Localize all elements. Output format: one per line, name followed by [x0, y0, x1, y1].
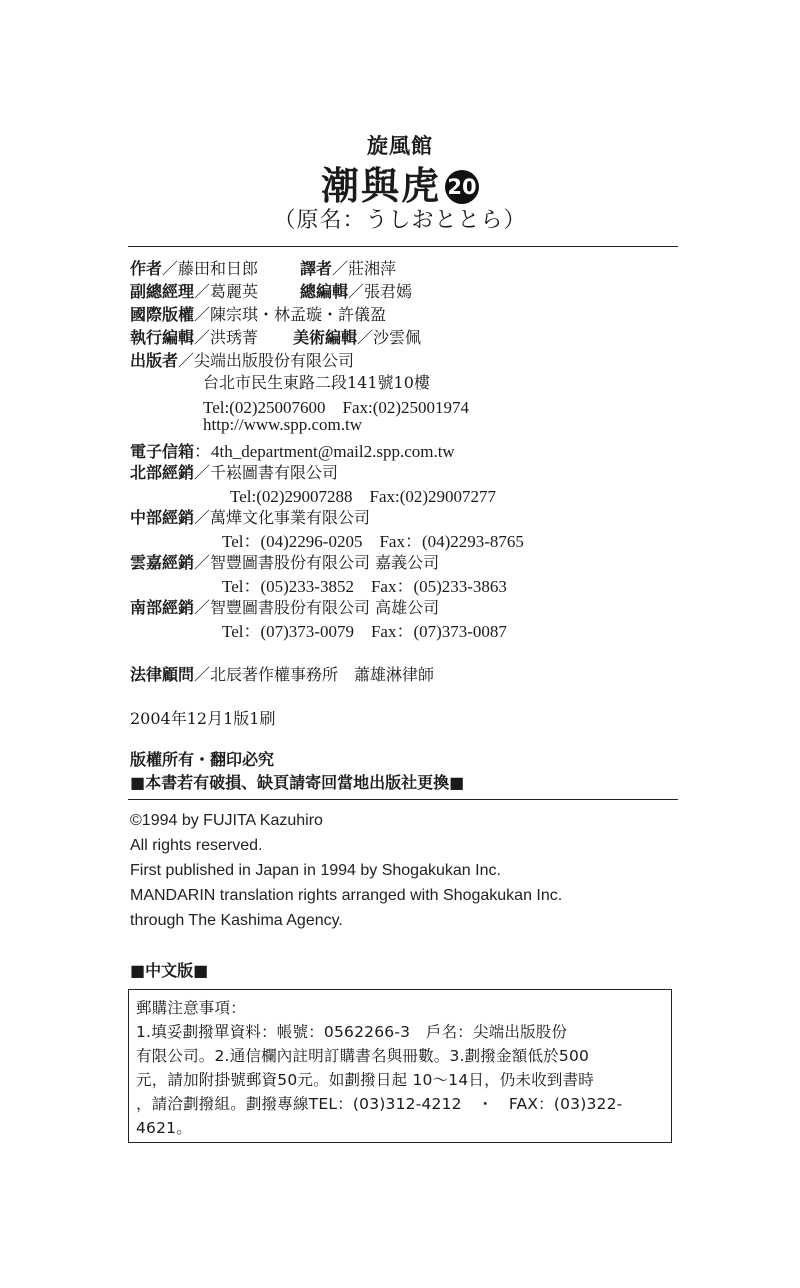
publisher-address: 台北市民生東路二段141號10樓 [203, 373, 430, 392]
author-value: ／藤田和日郎 [162, 259, 259, 278]
copyright-line-1: ©1994 by FUJITA Kazuhiro [130, 812, 323, 829]
translator-value: ／莊湘萍 [332, 259, 397, 278]
central-phone: Tel：(04)2296-0205 Fax：(04)2293-8765 [222, 532, 524, 551]
mail-order-line-1: 郵購注意事項： [136, 999, 246, 1017]
email-label: 電子信箱 [130, 442, 195, 461]
email-value: ：4th_department@mail2.spp.com.tw [194, 442, 455, 461]
volume-number-badge: 20 [445, 170, 479, 204]
mail-order-line-3: 有限公司。2.通信欄內註明訂購書名與冊數。3.劃撥金額低於500 [136, 1047, 590, 1065]
art-editor-value: ／沙雲佩 [357, 328, 422, 347]
series-name: 旋風館 [367, 134, 433, 158]
translator-label: 譯者 [300, 259, 333, 278]
edition-date: 2004年12月1版1刷 [130, 709, 276, 728]
publisher-phone: Tel:(02)25007600 Fax:(02)25001974 [203, 398, 470, 417]
credit-north-distributor [130, 460, 338, 483]
publisher-label: 出版者 [130, 351, 179, 370]
divider-top [128, 246, 678, 247]
credit-intl-rights [130, 302, 386, 325]
chiayi-value: ／智豐圖書股份有限公司 嘉義公司 [194, 553, 440, 572]
book-title-text: 潮與虎 [320, 164, 441, 208]
south-phone: Tel：(07)373-0079 Fax：(07)373-0087 [222, 622, 507, 641]
south-label: 南部經銷 [130, 598, 195, 617]
legal-label: 法律顧問 [130, 665, 195, 684]
central-label: 中部經銷 [130, 508, 195, 527]
credit-art-editor [293, 325, 421, 348]
chiayi-label: 雲嘉經銷 [130, 553, 195, 572]
author-label: 作者 [130, 259, 163, 278]
north-phone: Tel:(02)29007288 Fax:(02)29007277 [230, 487, 497, 506]
intl-rights-label: 國際版權 [130, 305, 195, 324]
copyright-line-2: All rights reserved. [130, 837, 263, 854]
copyright-line-5: through The Kashima Agency. [130, 912, 343, 929]
mail-order-line-2: 1.填妥劃撥單資料：帳號：0562266-3 戶名：尖端出版股份 [136, 1023, 568, 1041]
book-title [0, 155, 800, 210]
credit-central-distributor [130, 505, 370, 528]
chief-editor-value: ／張君嫣 [348, 282, 413, 301]
north-value: ／千崧圖書有限公司 [194, 463, 339, 482]
mail-order-notice-box [128, 989, 672, 1143]
credit-chief-editor [300, 279, 412, 302]
mail-order-line-6: 4621。 [136, 1119, 192, 1137]
north-label: 北部經銷 [130, 463, 195, 482]
original-title: （原名：うしおととら） [273, 208, 527, 233]
deputy-gm-value: ／葛麗英 [194, 282, 259, 301]
publisher-website: http://www.spp.com.tw [203, 415, 362, 434]
chinese-edition-label: ■中文版■ [130, 961, 209, 980]
credit-chiayi-distributor [130, 550, 439, 573]
legal-value: ／北辰著作權事務所 蕭雄淋律師 [194, 665, 435, 684]
chief-editor-label: 總編輯 [300, 282, 349, 301]
rights-notice: 版權所有・翻印必究 [130, 750, 275, 769]
central-value: ／萬燁文化事業有限公司 [194, 508, 371, 527]
replacement-notice: ■本書若有破損、缺頁請寄回當地出版社更換■ [130, 773, 465, 792]
exec-editor-label: 執行編輯 [130, 328, 195, 347]
exec-editor-value: ／洪琇菁 [194, 328, 259, 347]
mail-order-line-4: 元，請加附掛號郵資50元。如劃撥日起 10～14日，仍未收到書時 [136, 1071, 594, 1089]
credit-translator [300, 256, 396, 279]
credit-south-distributor [130, 595, 439, 618]
south-value: ／智豐圖書股份有限公司 高雄公司 [194, 598, 440, 617]
copyright-line-3: First published in Japan in 1994 by Shogakukan Inc. [130, 862, 501, 879]
credit-author [130, 256, 258, 279]
copyright-line-4: MANDARIN translation rights arranged with Shogakukan Inc. [130, 887, 563, 904]
intl-rights-value: ／陳宗琪・林孟璇・許儀盈 [194, 305, 387, 324]
credit-legal-counsel [130, 662, 434, 685]
credit-deputy-gm [130, 279, 258, 302]
credit-email [130, 437, 455, 462]
mail-order-line-5: ，請洽劃撥組。劃撥專線TEL：(03)312-4212 ・ FAX：(03)322- [136, 1095, 623, 1113]
chiayi-phone: Tel：(05)233-3852 Fax：(05)233-3863 [222, 577, 507, 596]
publisher-value: ／尖端出版股份有限公司 [178, 351, 355, 370]
deputy-gm-label: 副總經理 [130, 282, 195, 301]
credit-exec-editor [130, 325, 258, 348]
credit-publisher [130, 348, 354, 371]
divider-bottom [128, 799, 678, 800]
art-editor-label: 美術編輯 [293, 328, 358, 347]
